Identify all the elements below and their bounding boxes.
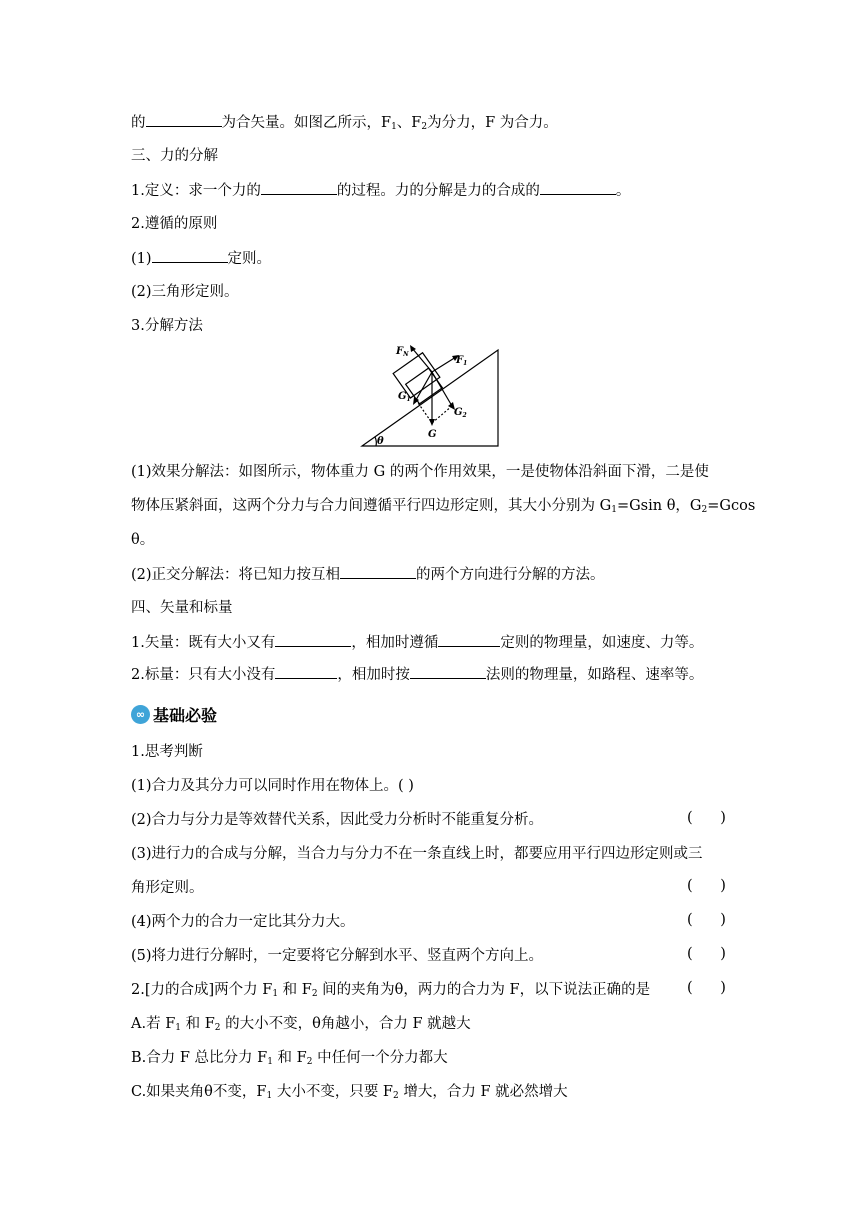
section-heading-3: 三、力的分解 — [131, 148, 218, 164]
question-3-cont: 角形定则。 — [131, 880, 204, 896]
answer-bracket[interactable]: ( ) — [687, 878, 726, 894]
f1-arrow — [432, 357, 456, 372]
line-rule-1: (1) 定则。 — [131, 248, 271, 269]
line-definition: 1.定义：求一个力的 的过程。力的分解是力的合成的 。 — [131, 180, 630, 201]
f1-label: $F_1$ — [456, 355, 468, 367]
question-title: 1.思考判断 — [131, 744, 203, 760]
line-principle: 2.遵循的原则 — [131, 216, 218, 232]
line-1: 的 为合矢量。如图乙所示，$F_1$、$F_2$为分力，F 为合力。 — [131, 112, 558, 137]
fill-blank[interactable] — [275, 664, 337, 679]
fill-blank[interactable] — [540, 180, 616, 195]
line-orthogonal: (2)正交分解法：将已知力按互相 的两个方向进行分解的方法。 — [131, 564, 605, 585]
g1-label: $G_1$ — [398, 391, 411, 403]
line-scalar: 2.标量：只有大小没有 ，相加时按 法则的物理量，如路程、速率等。 — [131, 664, 703, 685]
question-1: (1)合力及其分力可以同时作用在物体上。( ) — [131, 778, 414, 794]
answer-bracket[interactable]: ( ) — [687, 980, 726, 996]
section-heading-4: 四、矢量和标量 — [131, 600, 233, 616]
option-c[interactable]: C.如果夹角θ不变，$F_1$ 大小不变，只要 $F_2$ 增大，合力 F 就必然增大 — [131, 1084, 568, 1101]
section-header — [131, 703, 217, 726]
g-label: G — [428, 429, 437, 440]
dash-2 — [432, 406, 452, 423]
fn-label: $F_N$ — [396, 346, 409, 358]
line-effect-3: θ。 — [131, 532, 155, 548]
option-b[interactable]: B.合力 F 总比分力 $F_1$ 和 $F_2$ 中任何一个分力都大 — [131, 1050, 448, 1067]
question-3: (3)进行力的合成与分解，当合力与分力不在一条直线上时，都要应用平行四边形定则或三 — [131, 846, 703, 862]
incline-force-diagram — [356, 340, 506, 450]
option-a[interactable]: A.若 $F_1$ 和 $F_2$ 的大小不变，θ角越小，合力 F 就越大 — [131, 1016, 471, 1033]
answer-bracket[interactable]: ( ) — [687, 946, 726, 962]
line-method: 3.分解方法 — [131, 318, 203, 334]
line-vector: 1.矢量：既有大小又有 ，相加时遵循 定则的物理量，如速度、力等。 — [131, 632, 703, 653]
fn-arrow — [412, 348, 432, 372]
line-effect-1: (1)效果分解法：如图所示，物体重力 G 的两个作用效果，一是使物体沿斜面下滑，二是使 — [131, 464, 709, 480]
fill-blank[interactable] — [410, 664, 486, 679]
line-rule-2: (2)三角形定则。 — [131, 284, 239, 300]
fill-blank[interactable] — [275, 632, 351, 647]
link-icon: ∞ — [131, 705, 150, 724]
question-6: 2.[力的合成]两个力 $F_1$ 和 $F_2$ 间的夹角为θ，两力的合力为 F，以下说法正确的是 — [131, 982, 651, 999]
question-5: (5)将力进行分解时，一定要将它分解到水平、竖直两个方向上。 — [131, 948, 544, 964]
line-effect-2: 物体压紧斜面，这两个分力与合力间遵循平行四边形定则，其大小分别为 $G_1=Gsin$ θ，$G_2=Gcos$ — [131, 498, 756, 515]
g2-label: $G_2$ — [454, 407, 467, 419]
g1-arrow — [416, 372, 432, 400]
fill-blank[interactable] — [261, 180, 337, 195]
fill-blank[interactable] — [146, 112, 222, 127]
answer-bracket[interactable]: ( ) — [687, 912, 726, 928]
fill-blank[interactable] — [340, 564, 416, 579]
g2-arrow — [432, 372, 452, 406]
theta-label: θ — [377, 436, 384, 447]
answer-bracket[interactable]: ( ) — [687, 810, 726, 826]
fill-blank[interactable] — [152, 248, 228, 263]
question-2: (2)合力与分力是等效替代关系，因此受力分析时不能重复分析。 — [131, 812, 544, 828]
section-title: 基础必验 — [153, 706, 218, 725]
fill-blank[interactable] — [438, 632, 500, 647]
question-4: (4)两个力的合力一定比其分力大。 — [131, 914, 355, 930]
